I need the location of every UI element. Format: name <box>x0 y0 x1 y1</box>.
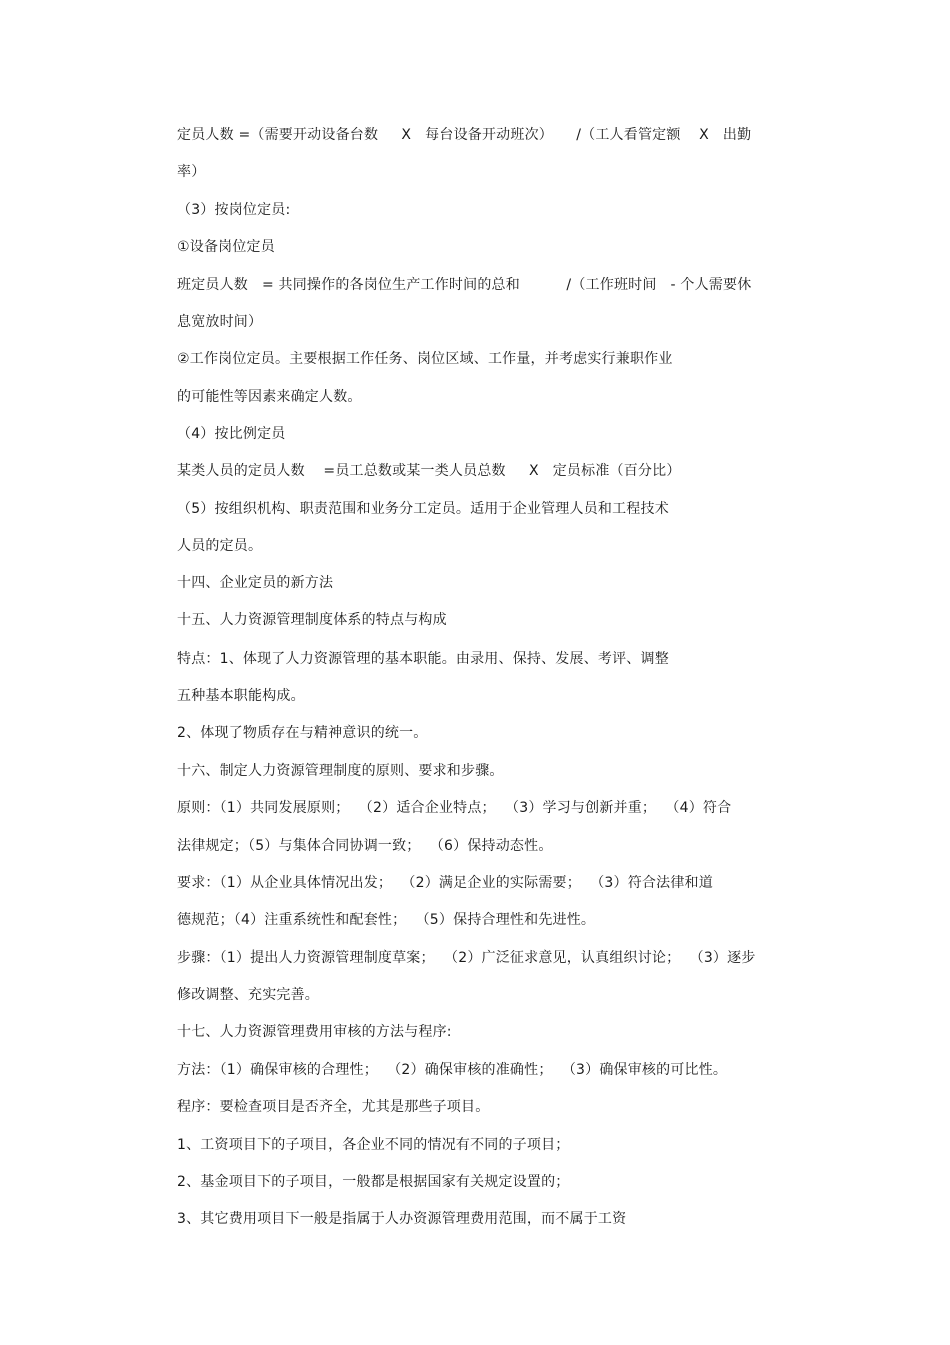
text-line: 2、基金项目下的子项目，一般都是根据国家有关规定设置的； <box>177 1174 570 1190</box>
text-line: 特点：1、体现了人力资源管理的基本职能。由录用、保持、发展、考评、调整 <box>177 651 669 667</box>
text-line: 2、体现了物质存在与精神意识的统一。 <box>177 725 428 741</box>
text-line: 方法：（1）确保审核的合理性； （2）确保审核的准确性； （3）确保审核的可比性。 <box>177 1062 728 1078</box>
section-heading: 十六、制定人力资源管理制度的原则、要求和步骤。 <box>177 763 504 779</box>
text-line: 原则：（1）共同发展原则； （2）适合企业特点； （3）学习与创新并重； （4）符合 <box>177 800 732 816</box>
section-heading: 十四、企业定员的新方法 <box>177 575 334 591</box>
text-line: 班定员人数 = 共同操作的各岗位生产工作时间的总和 /（工作班时间 - 个人需要休 <box>177 277 752 293</box>
text-line: 定员人数 =（需要开动设备台数 X 每台设备开动班次） /（工人看管定额 X 出勤 <box>177 127 752 143</box>
text-line: 法律规定；（5）与集体合同协调一致； （6）保持动态性。 <box>177 838 553 854</box>
text-line: 德规范；（4）注重系统性和配套性； （5）保持合理性和先进性。 <box>177 912 596 928</box>
text-line: （3）按岗位定员: <box>177 202 291 218</box>
text-line: （5）按组织机构、职责范围和业务分工定员。适用于企业管理人员和工程技术 <box>177 501 669 517</box>
text-line: 1、工资项目下的子项目，各企业不同的情况有不同的子项目； <box>177 1137 570 1153</box>
text-line: ①设备岗位定员 <box>177 239 275 255</box>
text-line: 人员的定员。 <box>177 538 263 554</box>
text-line: 修改调整、充实完善。 <box>177 987 319 1003</box>
text-line: 率） <box>177 164 206 180</box>
text-line: 步骤：（1）提出人力资源管理制度草案； （2）广泛征求意见，认真组织讨论； （3）逐步 <box>177 950 756 966</box>
text-line: 程序：要检查项目是否齐全，尤其是那些子项目。 <box>177 1099 490 1115</box>
text-line: 的可能性等因素来确定人数。 <box>177 389 362 405</box>
text-line: ②工作岗位定员。主要根据工作任务、岗位区域、工作量，并考虑实行兼职作业 <box>177 351 673 367</box>
section-heading: 十七、人力资源管理费用审核的方法与程序: <box>177 1024 452 1040</box>
text-line: 某类人员的定员人数 =员工总数或某一类人员总数 X 定员标准（百分比） <box>177 463 681 479</box>
text-line: 五种基本职能构成。 <box>177 688 305 704</box>
text-line: 要求：（1）从企业具体情况出发； （2）满足企业的实际需要； （3）符合法律和道 <box>177 875 713 891</box>
text-line: （4）按比例定员 <box>177 426 286 442</box>
text-line: 3、其它费用项目下一般是指属于人办资源管理费用范围，而不属于工资 <box>177 1211 627 1227</box>
text-line: 息宽放时间） <box>177 314 263 330</box>
section-heading: 十五、人力资源管理制度体系的特点与构成 <box>177 612 447 628</box>
